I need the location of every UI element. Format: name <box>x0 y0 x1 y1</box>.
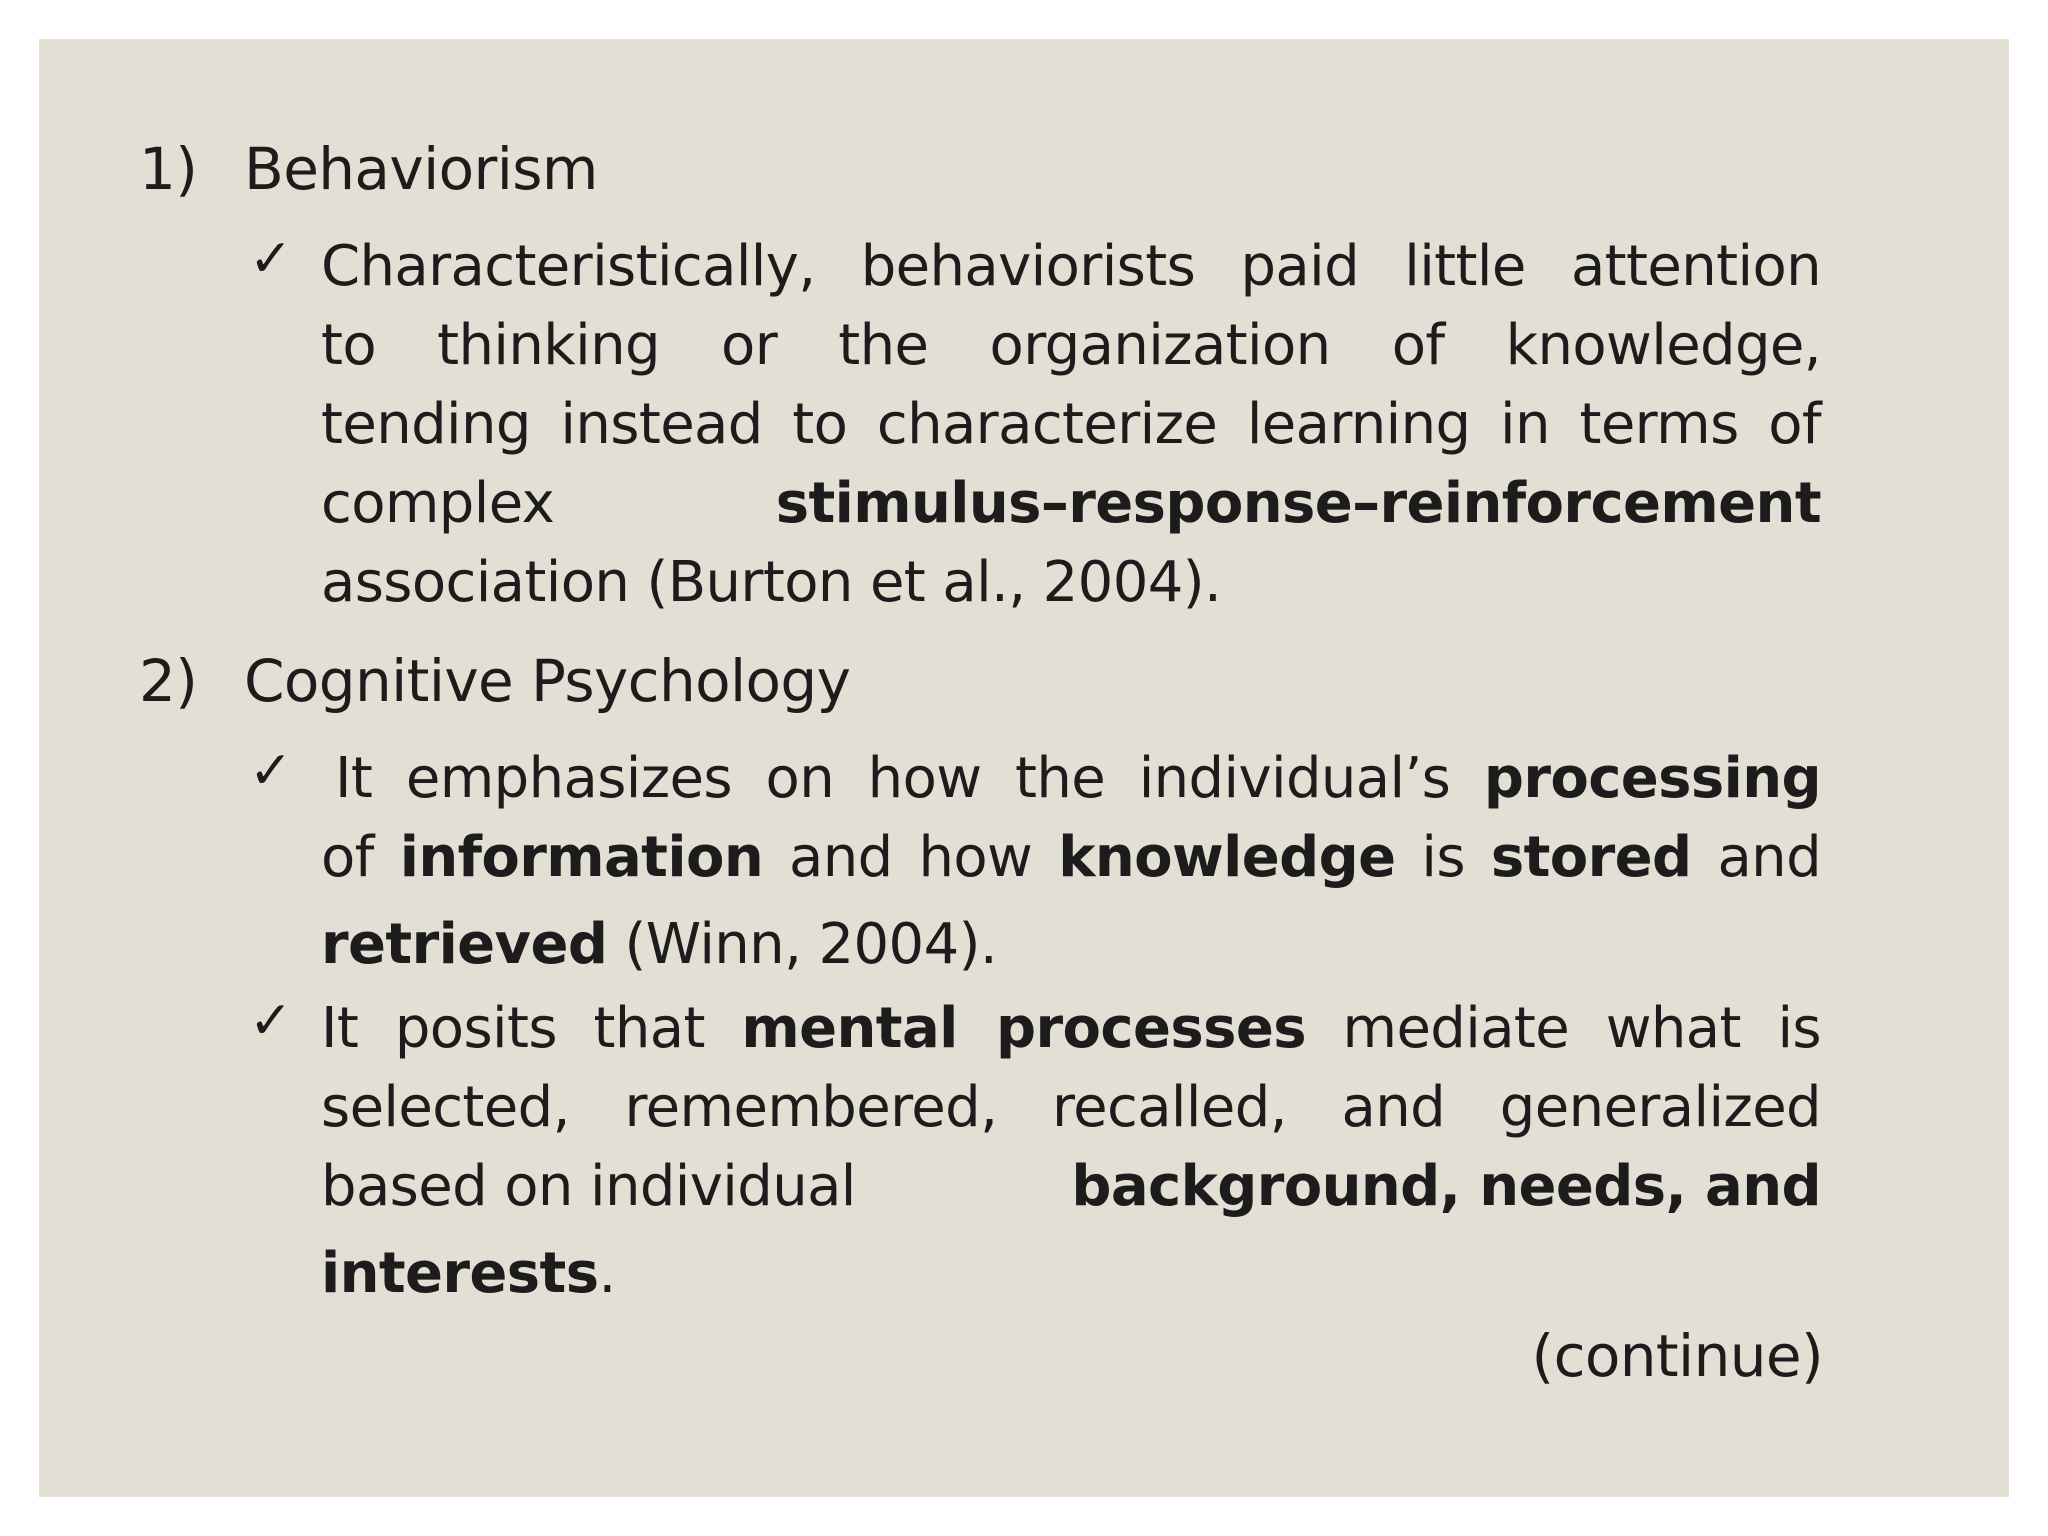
section-1-number: 1) <box>139 135 198 203</box>
text-line: selected, remembered, recalled, and generalized <box>321 1075 1821 1140</box>
continue-label: (continue) <box>1531 1322 1823 1390</box>
section-2-title: Cognitive Psychology <box>244 647 851 715</box>
section-1-bullet-1 <box>321 227 1821 622</box>
text-line: It posits that mental processes mediate what is <box>321 996 1821 1061</box>
section-2-bullet-2 <box>321 989 1821 1322</box>
slide <box>39 39 2009 1497</box>
section-2-number: 2) <box>139 647 198 715</box>
section-2-bullet-1 <box>321 739 1821 993</box>
text-line: It emphasizes on how the individual’s processing <box>335 746 1821 811</box>
checkmark-icon: ✓ <box>249 741 293 801</box>
text-line: of information and how knowledge is stored and <box>321 825 1822 890</box>
text-line: retrieved (Winn, 2004). <box>321 912 998 977</box>
text-line: association (Burton et al., 2004). <box>321 550 1222 615</box>
text-line: tending instead to characterize learning in terms of <box>321 392 1821 457</box>
checkmark-icon: ✓ <box>249 229 293 289</box>
section-1-title: Behaviorism <box>244 135 598 203</box>
text-line: based on individual background, needs, and <box>321 1154 1821 1219</box>
text-line: to thinking or the organization of knowledge, <box>321 313 1821 378</box>
text-line: complex stimulus–response–reinforcement <box>321 471 1821 536</box>
text-line: Characteristically, behaviorists paid little attention <box>321 234 1821 299</box>
checkmark-icon: ✓ <box>249 991 293 1051</box>
text-line: interests. <box>321 1241 616 1306</box>
